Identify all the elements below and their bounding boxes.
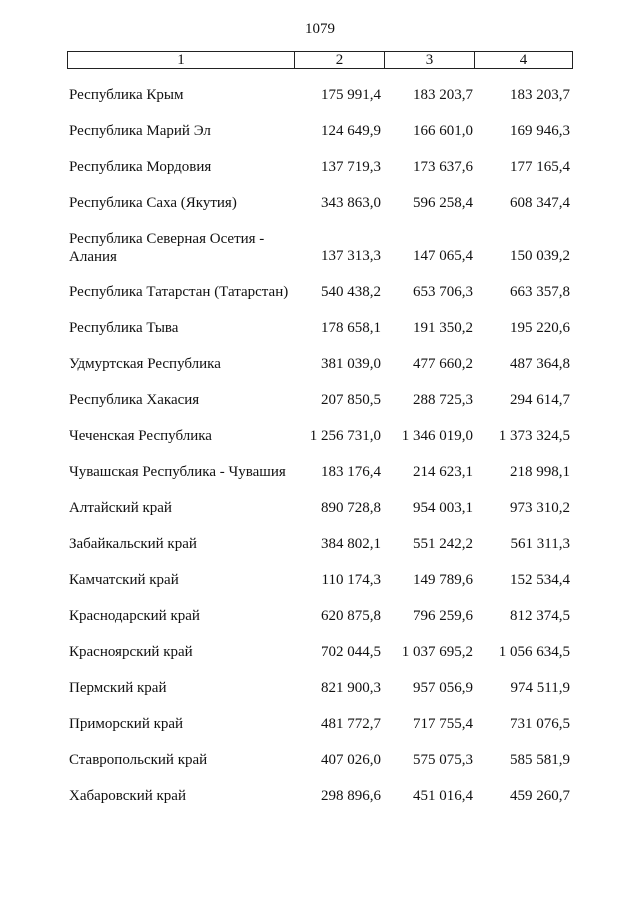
- value-col-4: 974 511,9: [510, 680, 570, 696]
- value-col-2: 137 719,3: [321, 159, 381, 175]
- value-col-3: 954 003,1: [413, 500, 473, 516]
- value-col-2: 407 026,0: [321, 752, 381, 768]
- value-col-3: 173 637,6: [413, 159, 473, 175]
- value-col-3: 1 037 695,2: [401, 644, 473, 660]
- value-col-2: 540 438,2: [321, 284, 381, 300]
- value-col-2: 175 991,4: [321, 87, 381, 103]
- value-col-2: 343 863,0: [321, 195, 381, 211]
- value-col-4: 150 039,2: [510, 248, 570, 264]
- region-name: Ставропольский край: [69, 752, 208, 768]
- region-name: Республика Тыва: [69, 320, 179, 336]
- value-col-4: 169 946,3: [510, 123, 570, 139]
- value-col-3: 477 660,2: [413, 356, 473, 372]
- value-col-4: 487 364,8: [510, 356, 570, 372]
- value-col-3: 183 203,7: [413, 87, 473, 103]
- value-col-2: 110 174,3: [321, 572, 381, 588]
- region-name: Краснодарский край: [69, 608, 200, 624]
- value-col-4: 195 220,6: [510, 320, 570, 336]
- page-number: 1079: [305, 21, 335, 37]
- value-col-4: 608 347,4: [510, 195, 570, 211]
- region-name: Республика Мордовия: [69, 159, 212, 175]
- value-col-3: 1 346 019,0: [401, 428, 473, 444]
- column-header-4: 4: [475, 52, 573, 69]
- region-name: Приморский край: [69, 716, 184, 732]
- value-col-2: 178 658,1: [321, 320, 381, 336]
- value-col-3: 596 258,4: [413, 195, 473, 211]
- value-col-3: 191 350,2: [413, 320, 473, 336]
- region-name: Республика Марий Эл: [69, 123, 211, 139]
- value-col-3: 957 056,9: [413, 680, 473, 696]
- region-name: Красноярский край: [69, 644, 193, 660]
- value-col-4: 152 534,4: [510, 572, 570, 588]
- value-col-4: 585 581,9: [510, 752, 570, 768]
- column-header-2: 2: [295, 52, 385, 69]
- value-col-3: 653 706,3: [413, 284, 473, 300]
- value-col-2: 298 896,6: [321, 788, 381, 804]
- region-name: Пермский край: [69, 680, 167, 696]
- value-col-2: 183 176,4: [321, 464, 381, 480]
- value-col-2: 124 649,9: [321, 123, 381, 139]
- value-col-2: 481 772,7: [321, 716, 381, 732]
- value-col-3: 717 755,4: [413, 716, 473, 732]
- value-col-3: 796 259,6: [413, 608, 473, 624]
- value-col-2: 384 802,1: [321, 536, 381, 552]
- value-col-4: 973 310,2: [510, 500, 570, 516]
- value-col-2: 890 728,8: [321, 500, 381, 516]
- region-name: Республика Хакасия: [69, 392, 200, 408]
- value-col-4: 1 056 634,5: [498, 644, 570, 660]
- value-col-4: 1 373 324,5: [498, 428, 570, 444]
- value-col-3: 166 601,0: [413, 123, 473, 139]
- value-col-4: 812 374,5: [510, 608, 570, 624]
- column-header-3: 3: [385, 52, 475, 69]
- value-col-2: 821 900,3: [321, 680, 381, 696]
- value-col-2: 620 875,8: [321, 608, 381, 624]
- region-name: Хабаровский край: [69, 788, 186, 804]
- value-col-4: 561 311,3: [510, 536, 570, 552]
- value-col-3: 149 789,6: [413, 572, 473, 588]
- value-col-3: 575 075,3: [413, 752, 473, 768]
- column-header-1: 1: [68, 52, 295, 69]
- value-col-2: 1 256 731,0: [309, 428, 381, 444]
- region-name: Чеченская Республика: [69, 428, 212, 444]
- region-name: Алтайский край: [69, 500, 172, 516]
- value-col-2: 207 850,5: [321, 392, 381, 408]
- value-col-4: 218 998,1: [510, 464, 570, 480]
- region-name: Чувашская Республика - Чувашия: [69, 464, 286, 480]
- region-name: Удмуртская Республика: [69, 356, 221, 372]
- value-col-4: 183 203,7: [510, 87, 570, 103]
- value-col-4: 459 260,7: [510, 788, 570, 804]
- value-col-4: 177 165,4: [510, 159, 570, 175]
- value-col-3: 288 725,3: [413, 392, 473, 408]
- value-col-4: 663 357,8: [510, 284, 570, 300]
- value-col-3: 551 242,2: [413, 536, 473, 552]
- region-name: Республика Крым: [69, 87, 184, 103]
- value-col-3: 451 016,4: [413, 788, 473, 804]
- value-col-3: 147 065,4: [413, 248, 473, 264]
- value-col-2: 137 313,3: [321, 248, 381, 264]
- value-col-2: 702 044,5: [321, 644, 381, 660]
- value-col-4: 294 614,7: [510, 392, 570, 408]
- region-name: Республика Северная Осетия - Алания: [69, 231, 265, 265]
- region-name: Республика Татарстан (Татарстан): [69, 284, 289, 300]
- region-name: Республика Саха (Якутия): [69, 195, 237, 211]
- value-col-4: 731 076,5: [510, 716, 570, 732]
- value-col-3: 214 623,1: [413, 464, 473, 480]
- value-col-2: 381 039,0: [321, 356, 381, 372]
- region-name: Камчатский край: [69, 572, 179, 588]
- region-name: Забайкальский край: [69, 536, 197, 552]
